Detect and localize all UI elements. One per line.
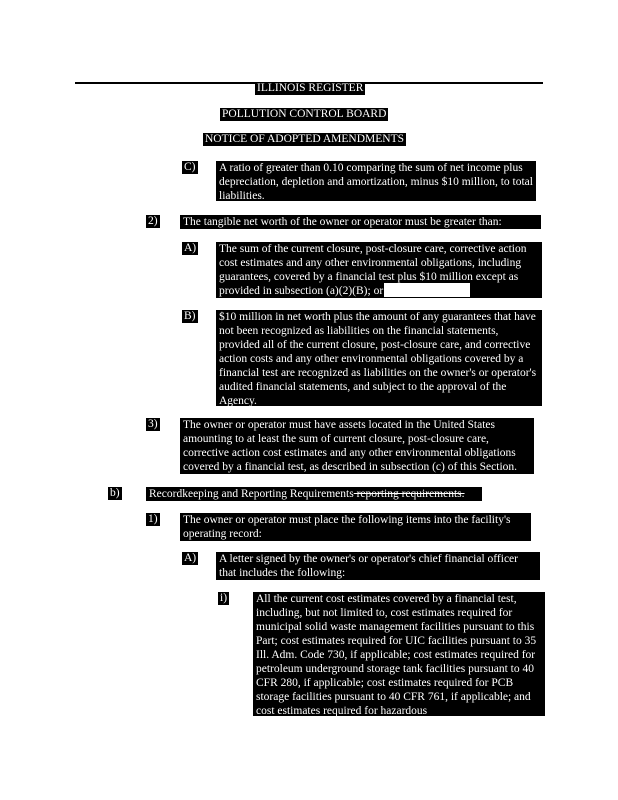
item-text-c: A ratio of greater than 0.10 comparing the sum of net income plus depreciation, depletion and amortization, minus $10 million, to total liabilities. bbox=[216, 161, 536, 201]
item-text-b1ai: All the current cost estimates covered by a financial test, including, but not limited to, cost estimates required for municipal solid waste management facilities pursuant to this Part; cost estimates required for UIC facilities pursuant to 35 Ill. Adm. Code 730, if applicable; cost estimates required for petroleum underground storage tank facilities pursuant to 40 CFR 280, if applicable; cost estimates required for PCB storage facilities pursuant to 40 CFR 761, if applicable; and cost estimates required for hazardous bbox=[253, 592, 545, 716]
item-label-2a: A) bbox=[184, 242, 197, 254]
item-text-b1: The owner or operator must place the following items into the facility's operating record: bbox=[180, 513, 531, 541]
item-label-2: 2) bbox=[148, 215, 158, 227]
register-title: ILLINOIS REGISTER bbox=[257, 82, 364, 94]
item-label-2b: B) bbox=[184, 310, 196, 322]
board-title: POLLUTION CONTROL BOARD bbox=[222, 108, 387, 120]
item-text-2: The tangible net worth of the owner or operator must be greater than: bbox=[180, 215, 541, 229]
notice-title: NOTICE OF ADOPTED AMENDMENTS bbox=[205, 133, 405, 145]
section-heading-struck-text: reporting requirements. bbox=[353, 488, 465, 500]
item-label-b1: 1) bbox=[148, 513, 158, 525]
section-heading-b bbox=[146, 487, 482, 501]
item-text-3: The owner or operator must have assets located in the United States amounting to at least the sum of current closure, post-closure care, corrective action cost estimates and any other environmental obligations covered by a financial test, as described in subsection (c) of this Section. bbox=[180, 418, 534, 474]
section-heading-text: Recordkeeping and Reporting Requirements bbox=[149, 488, 354, 500]
item-label-b1ai: i) bbox=[220, 592, 228, 604]
item-text-b1a: A letter signed by the owner's or operator's chief financial officer that includes the following: bbox=[216, 552, 540, 580]
redaction-patch bbox=[384, 283, 470, 297]
section-label-b: b) bbox=[110, 487, 120, 499]
item-text-2a: The sum of the current closure, post-closure care, corrective action cost estimates and any other environmental obligations, including guarantees, covered by a financial test plus $10 million except as provided in subsection (a)(2)(B); or bbox=[216, 242, 542, 298]
item-label-b1a: A) bbox=[184, 552, 197, 564]
item-label-c: C) bbox=[184, 161, 196, 173]
item-label-3: 3) bbox=[148, 418, 158, 430]
item-text-2b: $10 million in net worth plus the amount of any guarantees that have not been recognized as liabilities on the financial statements, provided all of the current closure, post-closure care, and corrective action costs and any other environmental obligations covered by a financial test are recognized as liabilities on the owner's or operator's audited financial statements, and subject to the approval of the Agency. bbox=[216, 310, 542, 406]
